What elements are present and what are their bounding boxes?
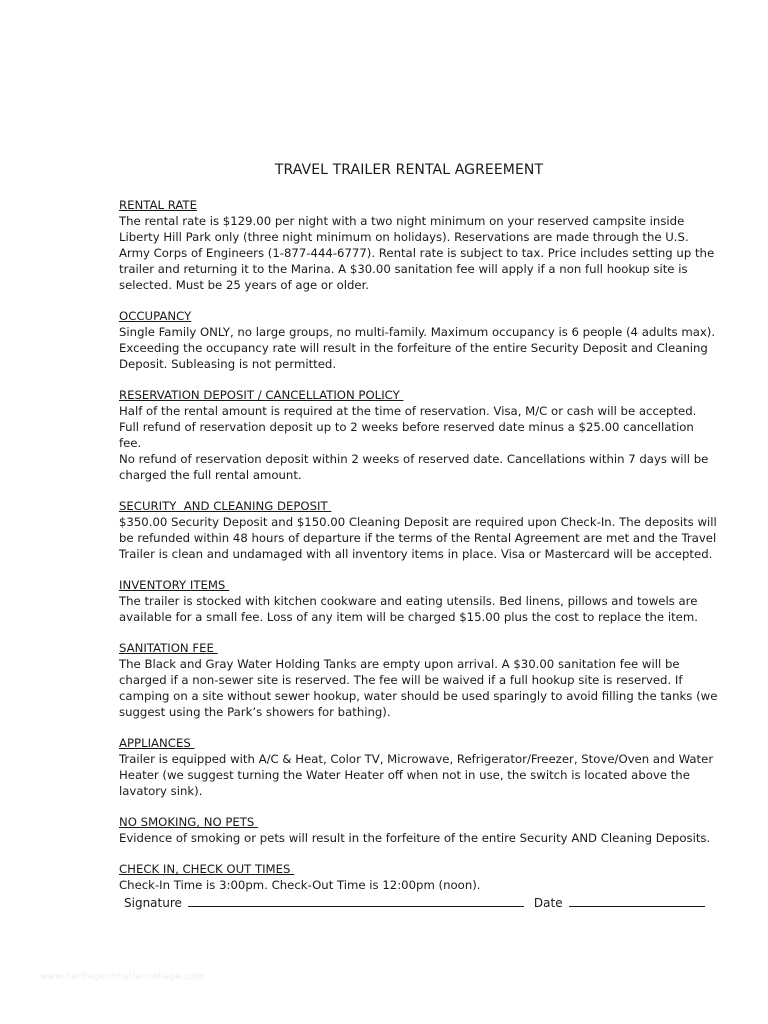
section-paragraph: Trailer is equipped with A/C & Heat, Color TV, Microwave, Refrigerator/Freezer, Stove/Oven and Water Heater (we suggest turning the Water Heater off when not in use, the switch is located above the lavatory sink). (119, 752, 714, 798)
document-body (119, 197, 719, 908)
date-label: Date (533, 896, 563, 910)
section-body (119, 403, 719, 483)
signature-label: Signature (124, 896, 182, 910)
section-paragraph: No refund of reservation deposit within 2 weeks of reserved date. Cancellations within 7 days will be charged the full rental amount. (119, 452, 709, 482)
section-heading: INVENTORY ITEMS (119, 578, 230, 592)
section-heading: OCCUPANCY (119, 309, 192, 323)
section-body (119, 514, 719, 562)
section-paragraph: The rental rate is $129.00 per night with a two night minimum on your reserved campsite inside Liberty Hill Park only (three night minimum on holidays). Reservations are made through the U.S. Army Corps of Engineers (1-877-444-6777). Rental rate is subject to tax. Price includes setting up the trailer and returning it to the Marina. A $30.00 sanitation fee will apply if a non full hookup site is selected. Must be 25 years of age or older. (119, 214, 715, 292)
section (119, 577, 719, 625)
section-paragraph: The trailer is stocked with kitchen cookware and eating utensils. Bed linens, pillows and towels are available for a small fee. Loss of any item will be charged $15.00 plus the cost to replace the item. (119, 594, 698, 624)
section-heading: RENTAL RATE (119, 198, 197, 212)
section-heading: SECURITY AND CLEANING DEPOSIT (119, 499, 332, 513)
section-body (119, 593, 719, 625)
section-paragraph: Half of the rental amount is required at the time of reservation. Visa, M/C or cash will be accepted. Full refund of reservation deposit up to 2 weeks before reserved date minus a $25.00 cancellation fee. (119, 404, 697, 450)
section-paragraph: Evidence of smoking or pets will result in the forfeiture of the entire Security AND Cleaning Deposits. (119, 831, 711, 845)
section (119, 197, 719, 293)
section (119, 814, 719, 846)
section (119, 861, 719, 893)
section-body (119, 656, 719, 720)
section (119, 498, 719, 562)
section-heading: APPLIANCES (119, 736, 195, 750)
section (119, 308, 719, 372)
section (119, 640, 719, 720)
section-paragraph: Check-In Time is 3:00pm. Check-Out Time is 12:00pm (noon). (119, 878, 481, 892)
date-line[interactable] (569, 894, 705, 907)
section-body (119, 830, 719, 846)
section-paragraph: The Black and Gray Water Holding Tanks are empty upon arrival. A $30.00 sanitation fee will be charged if a non-sewer site is reserved. The fee will be waived if a full hookup site is reserved. If camping on a site without sewer hookup, water should be used sparingly to avoid filling the tanks (we suggest using the Park’s showers for bathing). (119, 657, 718, 719)
section-paragraph: Single Family ONLY, no large groups, no multi-family. Maximum occupancy is 6 people (4 adults max). Exceeding the occupancy rate will result in the forfeiture of the entire Security Deposit and Cleaning Deposit. Subleasing is not permitted. (119, 325, 716, 371)
section (119, 387, 719, 483)
section-body (119, 213, 719, 293)
section-body (119, 751, 719, 799)
section-heading: NO SMOKING, NO PETS (119, 815, 259, 829)
document-title: TRAVEL TRAILER RENTAL AGREEMENT (274, 162, 544, 178)
signature-row (124, 894, 714, 910)
signature-line[interactable] (188, 894, 524, 907)
section-paragraph: $350.00 Security Deposit and $150.00 Cleaning Deposit are required upon Check-In. The deposits will be refunded within 48 hours of departure if the terms of the Rental Agreement are met and the Travel Trailer is clean and undamaged with all inventory items in place. Visa or Mastercard will be accepted. (119, 515, 717, 561)
section-heading: SANITATION FEE (119, 641, 218, 655)
section (119, 735, 719, 799)
watermark-text: www.heritagechristiancollege.com (40, 972, 205, 982)
section-heading: RESERVATION DEPOSIT / CANCELLATION POLICY (119, 388, 404, 402)
section-body (119, 324, 719, 372)
section-body (119, 877, 719, 893)
section-heading: CHECK IN, CHECK OUT TIMES (119, 862, 295, 876)
